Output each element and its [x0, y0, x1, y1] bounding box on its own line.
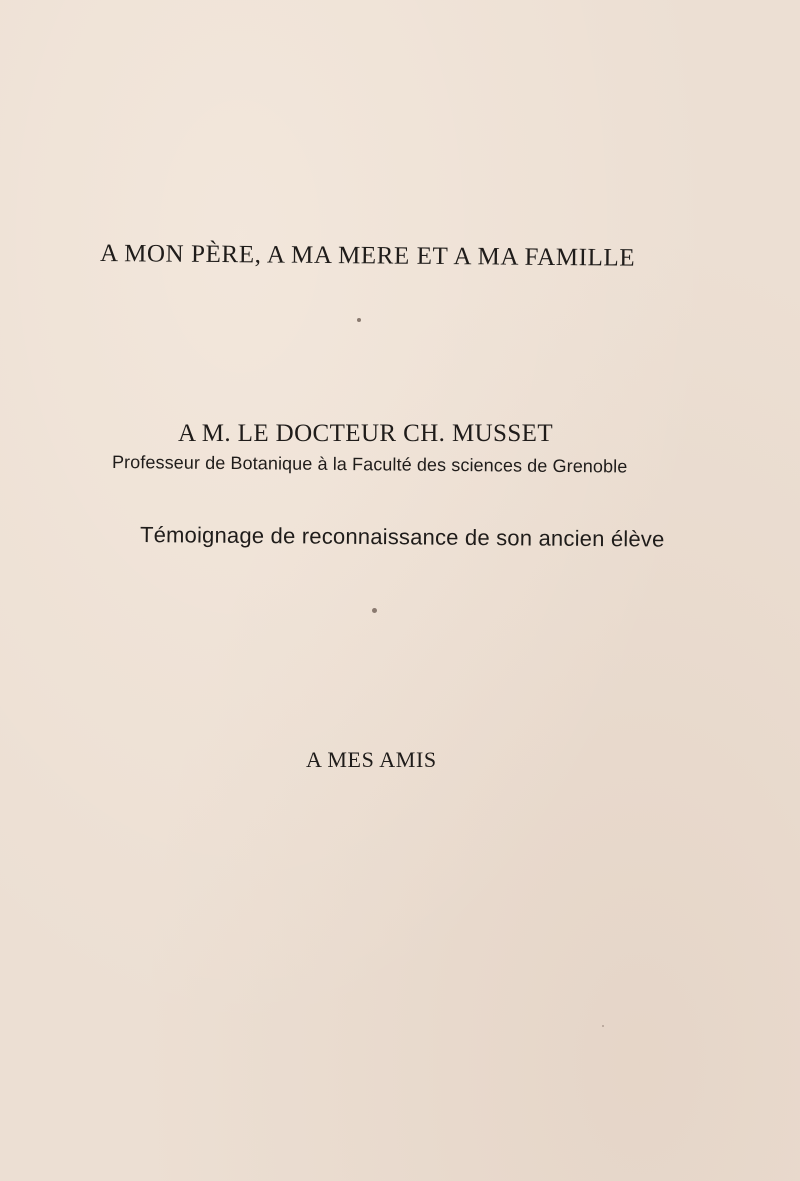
dedication-friends-line: A MES AMIS	[306, 747, 437, 772]
dedication-family-line: A MON PÈRE, A MA MERE ET A MA FAMILLE	[99, 240, 636, 272]
paper-speck	[372, 608, 377, 613]
paper-speck	[357, 318, 361, 322]
paper-speck	[602, 1025, 604, 1027]
professor-title-line: Professeur de Botanique à la Faculté des sciences de Grenoble	[111, 452, 628, 477]
dedication-professor-line: A M. LE DOCTEUR CH. MUSSET	[178, 420, 554, 447]
gratitude-line: Témoignage de reconnaissance de son ancien élève	[139, 522, 665, 552]
